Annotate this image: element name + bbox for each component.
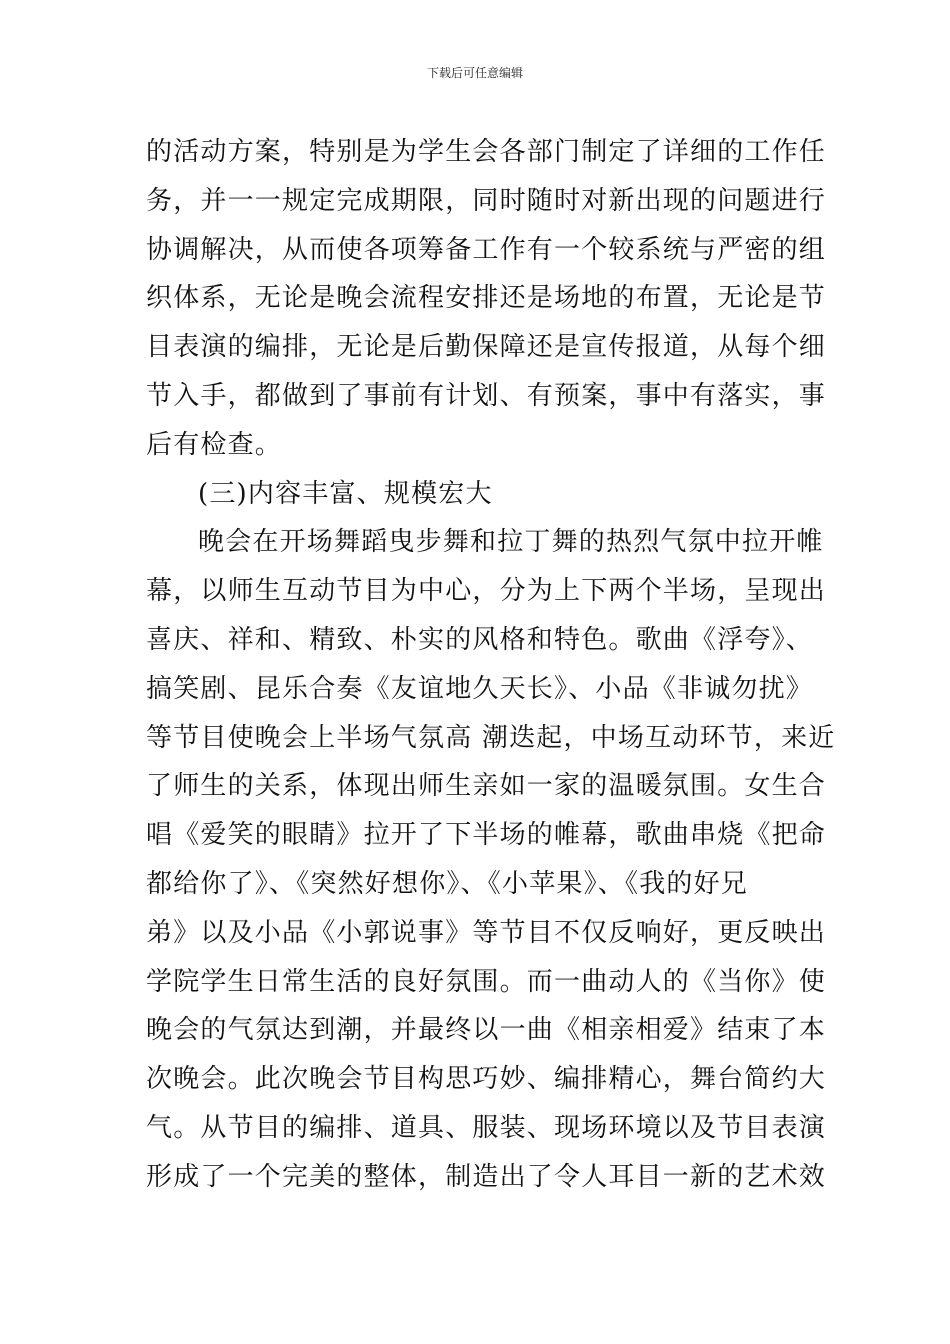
paragraph-line: 都给你了》、《突然好想你》、《小苹果》、《我的好兄 [146, 868, 749, 899]
paragraph-line: 务，并一一规定完成期限，同时随时对新出现的问题进行 [146, 185, 827, 216]
paragraph-line: 目表演的编排，无论是后勤保障还是宣传报道，从每个细 [146, 332, 827, 363]
document-body [146, 128, 836, 1202]
paragraph-line: 协调解决，从而使各项筹备工作有一个较系统与严密的组 [146, 234, 827, 265]
paragraph-line: 织体系，无论是晚会流程安排还是场地的布置，无论是节 [146, 283, 827, 314]
paragraph-line: 晚会的气氛达到潮，并最终以一曲《相亲相爱》结束了本 [146, 1015, 827, 1046]
paragraph-line: 喜庆、祥和、精致、朴实的风格和特色。歌曲《浮夸》、 [146, 624, 814, 655]
paragraph-line: 学院学生日常生活的良好氛围。而一曲动人的《当你》使 [146, 966, 827, 997]
paragraph-line: 唱《爱笑的眼睛》拉开了下半场的帷幕，歌曲串烧《把命 [146, 820, 827, 851]
paragraph-line: 的活动方案，特别是为学生会各部门制定了详细的工作任 [146, 137, 827, 167]
paragraph-line: 晚会在开场舞蹈曳步舞和拉丁舞的热烈气氛中拉开帷 [198, 527, 824, 558]
paragraph-line: 弟》以及小品《小郭说事》等节目不仅反响好，更反映出 [146, 917, 827, 948]
paragraph-line: 了师生的关系，体现出师生亲如一家的温暖氛围。女生合 [146, 771, 827, 802]
paragraph-line: 搞笑剧、昆乐合奏《友谊地久天长》、小品《非诚勿扰》 [146, 673, 814, 704]
paragraph-line: 节入手，都做到了事前有计划、有预案，事中有落实，事 [146, 380, 827, 411]
section-heading: (三)内容丰富、规模宏大 [198, 478, 493, 509]
page-header: 下载后可任意编辑 [426, 66, 523, 80]
paragraph-line: 气。从节目的编排、道具、服装、现场环境以及节目表演 [146, 1112, 827, 1143]
paragraph-line: 等节目使晚会上半场气氛高 潮迭起，中场互动环节，来近 [146, 722, 836, 753]
paragraph-line: 幕，以师生互动节目为中心，分为上下两个半场，呈现出 [146, 576, 827, 607]
paragraph-line: 次晚会。此次晚会节目构思巧妙、编排精心，舞台简约大 [146, 1064, 827, 1095]
paragraph-line: 后有检查。 [146, 429, 283, 460]
paragraph-line: 形成了一个完美的整体，制造出了令人耳目一新的艺术效 [146, 1161, 827, 1192]
